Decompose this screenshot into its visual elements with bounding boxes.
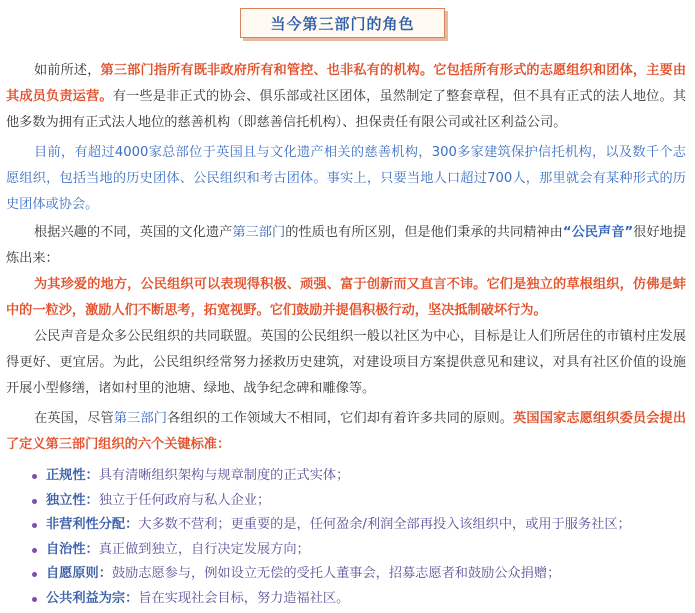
criterion-term: 公共利益为宗： <box>46 590 139 606</box>
p3-third-sector: 第三部门 <box>232 225 286 240</box>
p3-civic-voice: “公民声音” <box>562 225 634 240</box>
p6-c: 各组织的工作领域大不相同，它们却有着许多共同的原则。 <box>167 411 514 426</box>
criterion-term: 独立性： <box>46 492 99 508</box>
list-item <box>30 587 686 612</box>
criterion-desc: 具有清晰组织架构与规章制度的正式实体； <box>98 468 350 483</box>
criterion-desc: 独立于任何政府与私人企业； <box>98 492 271 508</box>
paragraph-civic-voice-intro <box>6 220 686 272</box>
criterion-term: 正规性： <box>46 468 99 483</box>
criteria-list <box>6 464 686 611</box>
p3-c: 的性质也有所区别，但是他们秉承的共同精神由 <box>285 225 563 240</box>
paragraph-statistics: 目前，有超过4000家总部位于英国且与文化遗产相关的慈善机构，300多家建筑保护信托机构，以及数千个志愿组织，包括当地的历史团体、公民组织和考古团体。事实上，只要当地人口超过700人，那里就会有某种形式的历史团体或协会。 <box>6 145 686 212</box>
criterion-desc: 鼓励志愿参与，例如设立无偿的受托人董事会，招募志愿者和鼓励公众捐赠； <box>111 566 561 581</box>
paragraph-principles <box>6 406 686 458</box>
section-title: 当今第三部门的角色 <box>240 8 445 38</box>
criterion-desc: 旨在实现社会目标，努力造福社区。 <box>138 590 350 606</box>
p3-a: 根据兴趣的不同，英国的文化遗产 <box>34 225 233 240</box>
bullet-dot-icon <box>32 523 37 528</box>
article-body <box>6 58 686 611</box>
p6-a: 在英国，尽管 <box>34 411 114 426</box>
p1-intro: 如前所述， <box>34 63 101 78</box>
bullet-dot-icon <box>32 572 37 577</box>
list-item <box>30 464 686 489</box>
bullet-dot-icon <box>32 499 37 504</box>
paragraph-civic-voice: 公民声音是众多公民组织的共同联盟。英国的公民组织一般以社区为中心，目标是让人们所居住的市镇村庄发展得更好、更宜居。为此，公民组织经常努力拯救历史建筑，对建设项目方案提供意见和建议，对具有社区价值的设施开展小型修缮，诸如村里的池塘、绿地、战争纪念碑和雕像等。 <box>6 329 686 396</box>
criterion-term: 非营利性分配： <box>46 517 139 532</box>
bullet-dot-icon <box>32 597 37 602</box>
p1-highlight: 第三部门指所有既非政府所有和管控、也非私有的机构。它包括所有形式的志愿组织和团体，主要由其成员负责运营。 <box>6 63 686 104</box>
list-item <box>30 513 686 538</box>
criterion-desc: 大多数不营利；更重要的是，任何盈余/利润全部再投入该组织中，或用于服务社区； <box>138 517 631 532</box>
criterion-term: 自愿原则： <box>46 566 112 581</box>
criterion-desc: 真正做到独立，自行决定发展方向； <box>98 541 310 557</box>
list-item <box>30 562 686 587</box>
criterion-term: 自治性： <box>46 541 99 557</box>
list-item <box>30 489 686 514</box>
paragraph-quote: 为其珍爱的地方，公民组织可以表现得积极、顽强、富于创新而又直言不讳。它们是独立的草根组织，仿佛是蚌中的一粒沙，激励人们不断思考，拓宽视野。它们鼓励并提倡积极行动，坚决抵制破坏行为。 <box>6 277 686 318</box>
paragraph-definition <box>6 58 686 136</box>
title-frame <box>240 8 449 42</box>
p6-highlight: 英国国家志愿组织委员会提出了定义第三部门组织的六个关键标准： <box>6 411 687 452</box>
p3-e: 很好地提炼出来： <box>6 225 687 266</box>
list-item <box>30 538 686 563</box>
bullet-dot-icon <box>32 548 37 553</box>
p1-rest: 有一些是非正式的协会、俱乐部或社区团体，虽然制定了整套章程，但不具有正式的法人地位。其他多数为拥有正式法人地位的慈善机构（即慈善信托机构）、担保责任有限公司或社区利益公司。 <box>6 89 687 130</box>
bullet-dot-icon <box>32 474 37 479</box>
p6-third-sector: 第三部门 <box>113 411 168 426</box>
